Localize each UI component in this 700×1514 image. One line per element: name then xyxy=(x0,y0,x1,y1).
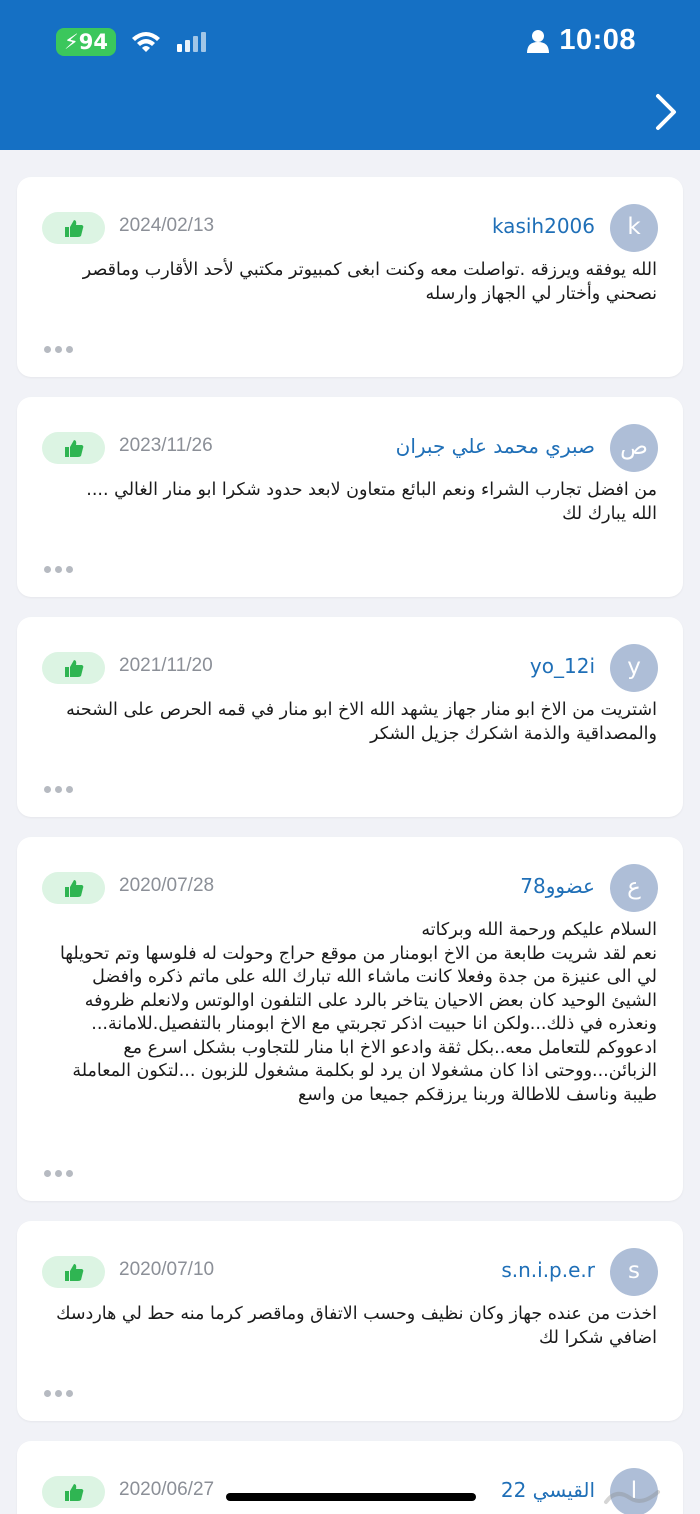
home-indicator xyxy=(226,1493,476,1501)
avatar: s xyxy=(610,1248,658,1296)
review-username[interactable]: صبري محمد علي جبران xyxy=(395,434,595,458)
like-button[interactable] xyxy=(42,1256,105,1288)
review-username[interactable]: القيسي 22 xyxy=(500,1478,595,1502)
avatar: ع xyxy=(610,864,658,912)
review-date: 2023/11/26 xyxy=(119,435,213,456)
avatar: ص xyxy=(610,424,658,472)
review-username[interactable]: yo_12i xyxy=(529,654,595,678)
review-card xyxy=(17,1441,683,1514)
thumbs-up-icon xyxy=(64,878,84,898)
review-text: اشتريت من الاخ ابو منار جهاز يشهد الله الاخ ابو منار في قمه الحرص على الشحنه والمصداقية والذمة اشكرك جزيل الشكر xyxy=(66,700,657,744)
thumbs-up-icon xyxy=(64,1482,84,1502)
cellular-signal-icon xyxy=(176,30,206,54)
review-text: السلام عليكم ورحمة الله وبركاته نعم لقد شريت طابعة من الاخ ابومنار من موقع حراج وحولت له فلوسها وتم تحويلها لي الى عنيزة من جدة وفعلا كانت ماشاء الله تبارك الله على ماتم ذكره وافضل الشيئ الوحيد كان بعض الاحيان يتاخر بالرد على التلفون اوالوتس ولانعلم ظروفه ونعذره في ذلك...ولكن انا حبيت اذكر تجربتي مع الاخ ابومنار بالتفصيل.للامانة... ادعووكم للتعامل معه..بكل ثقة وادعو الاخ ابا منار للتجاوب بشكل اسرع مع الزبائن...ووحتى اذا كان مشغولا ان يرد لو بكلمة مشغول للزبون ...لتكون المعاملة طيبة وناسف للاطالة وربنا يرزقكم جميعا من واسع xyxy=(59,920,657,1105)
like-button[interactable] xyxy=(42,432,105,464)
review-date: 2020/06/27 xyxy=(119,1479,215,1500)
review-card xyxy=(17,1221,683,1421)
more-options-button[interactable] xyxy=(44,1390,73,1397)
review-card xyxy=(17,617,683,817)
battery-level: 94 xyxy=(78,30,108,54)
wifi-icon xyxy=(130,30,162,54)
like-button[interactable] xyxy=(42,212,105,244)
review-text: اخذت من عنده جهاز وكان نظيف وحسب الاتفاق وماقصر كرما منه حط لي هاردسك اضافي شكرا لك xyxy=(56,1304,657,1348)
battery-indicator xyxy=(56,28,116,56)
status-bar-right xyxy=(527,24,636,57)
more-options-button[interactable] xyxy=(44,566,73,573)
avatar: y xyxy=(610,644,658,692)
watermark-logo-icon xyxy=(602,1482,662,1512)
status-bar-left xyxy=(56,28,206,56)
review-date: 2021/11/20 xyxy=(119,655,213,676)
thumbs-up-icon xyxy=(64,218,84,238)
thumbs-up-icon xyxy=(64,438,84,458)
review-card xyxy=(17,397,683,597)
clock: 10:08 xyxy=(559,24,636,56)
more-options-button[interactable] xyxy=(44,1170,73,1177)
review-username[interactable]: kasih2006 xyxy=(491,214,595,238)
review-username[interactable]: عضوو78 xyxy=(520,874,595,898)
review-card xyxy=(17,177,683,377)
review-card xyxy=(17,837,683,1201)
review-text: من افضل تجارب الشراء ونعم البائع متعاون لابعد حدود شكرا ابو منار الغالي .... الله يبارك لك xyxy=(86,480,657,524)
avatar: k xyxy=(610,204,658,252)
person-icon xyxy=(527,29,549,53)
thumbs-up-icon xyxy=(64,1262,84,1282)
review-text: الله يوفقه ويرزقه .تواصلت معه وكنت ابغى كمبيوتر مكتبي لأحد الأقارب وماقصر نصحني وأختار لي الجهاز وارسله xyxy=(82,260,657,304)
review-date: 2024/02/13 xyxy=(119,215,215,236)
chevron-right-icon[interactable] xyxy=(650,92,682,132)
charging-bolt-icon: ⚡ xyxy=(64,30,79,54)
avatar: ا xyxy=(610,1468,658,1514)
review-date: 2020/07/28 xyxy=(119,875,215,896)
app-header xyxy=(0,0,700,150)
more-options-button[interactable] xyxy=(44,346,73,353)
like-button[interactable] xyxy=(42,872,105,904)
review-date: 2020/07/10 xyxy=(119,1259,215,1280)
like-button[interactable] xyxy=(42,1476,105,1508)
like-button[interactable] xyxy=(42,652,105,684)
review-username[interactable]: s.n.i.p.e.r xyxy=(501,1258,595,1282)
thumbs-up-icon xyxy=(64,658,84,678)
more-options-button[interactable] xyxy=(44,786,73,793)
